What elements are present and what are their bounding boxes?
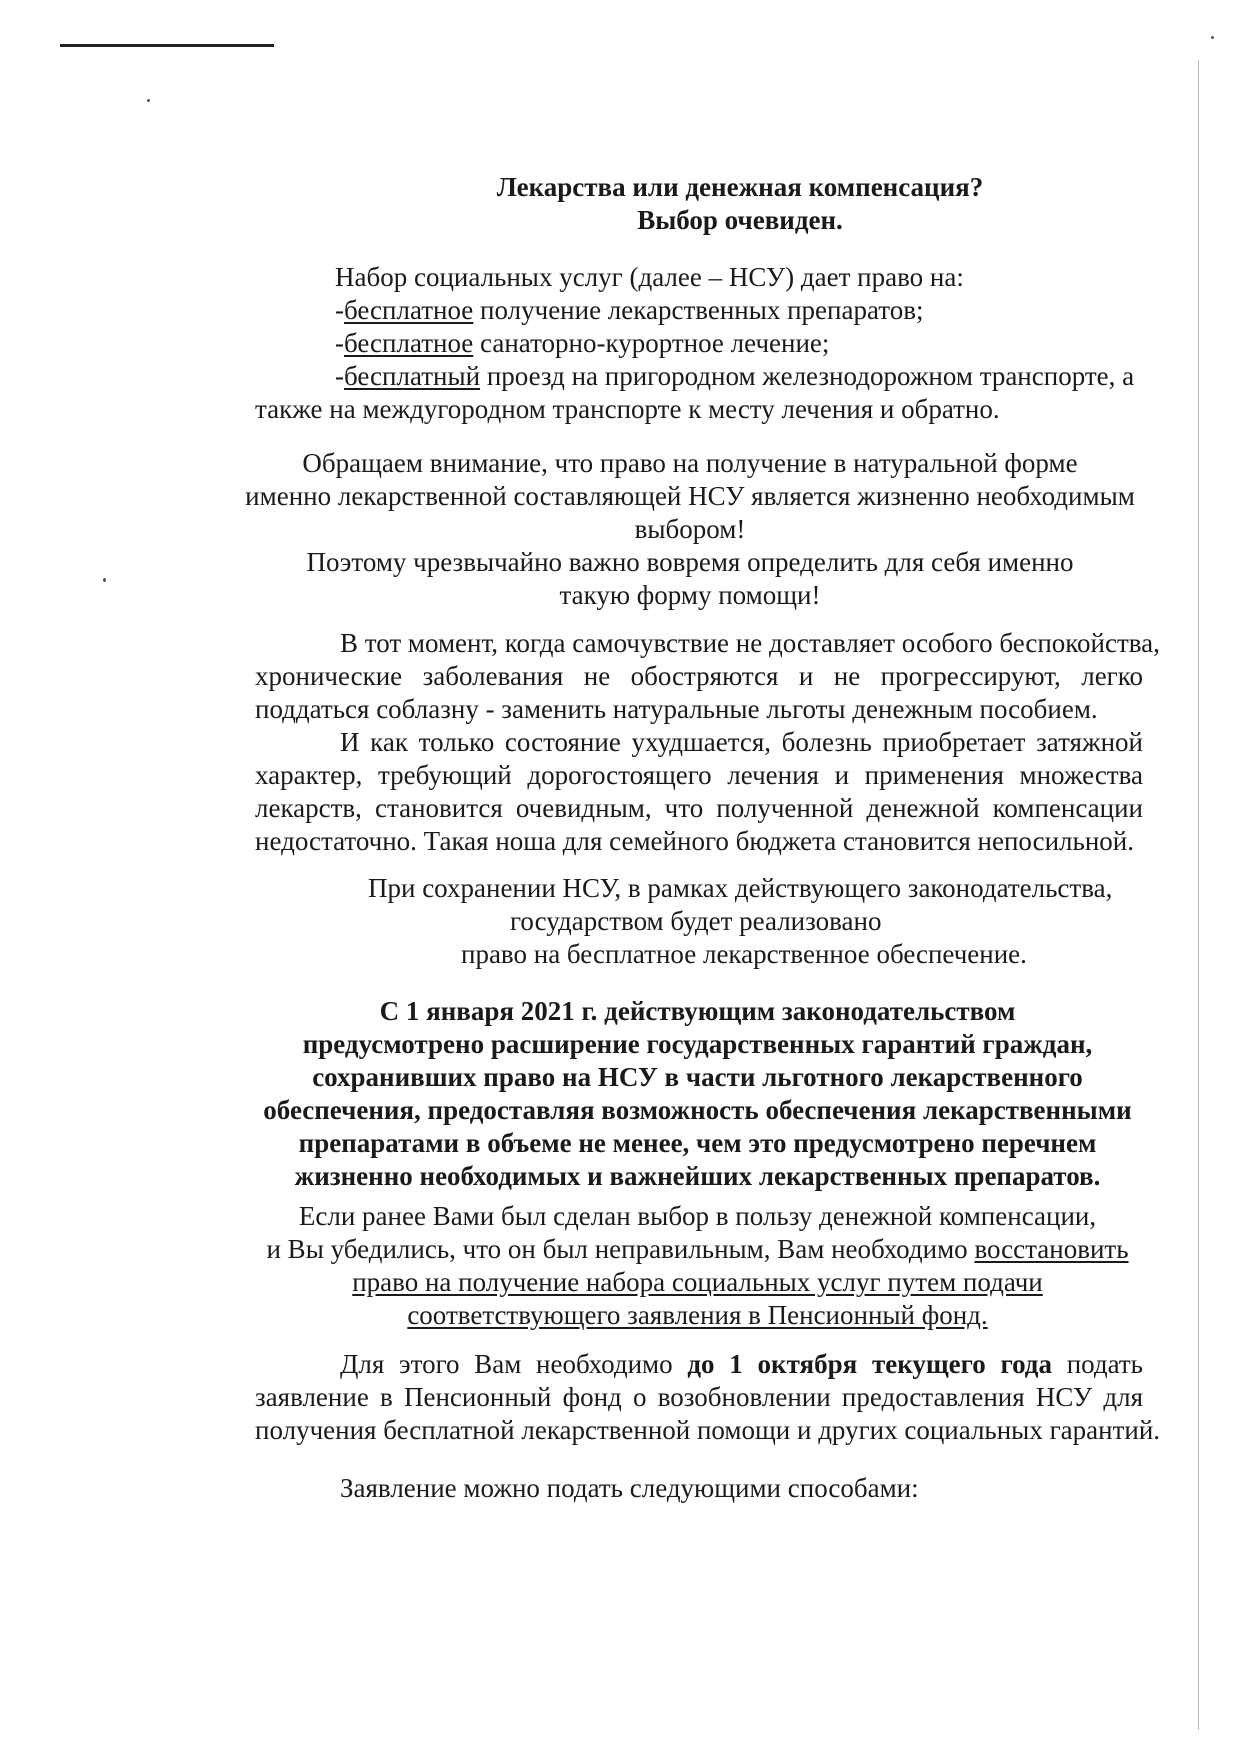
methods-line: Заявление можно подать следующими способами: — [340, 1473, 919, 1503]
restore-line — [240, 1233, 1155, 1266]
intro-list-item — [255, 360, 1155, 393]
restore-paragraph — [240, 1200, 1155, 1332]
title-line-1: Лекарства или денежная компенсация? — [496, 172, 984, 202]
item-text: получение лекарственных препаратов; — [473, 295, 924, 325]
scan-speck — [147, 99, 150, 102]
attention-line: выбором! — [634, 514, 746, 544]
deadline-line — [255, 1348, 1143, 1381]
attention-line: такую форму помощи! — [559, 580, 821, 610]
document-title — [440, 171, 1040, 237]
scan-artifact-line — [60, 44, 274, 47]
guarantees-line: предусмотрено расширение государственных гарантий граждан, — [302, 1029, 1093, 1059]
attention-line: Поэтому чрезвычайно важно вовремя определить для себя именно — [306, 547, 1074, 577]
guarantees-line: С 1 января 2021 г. действующим законодательством — [379, 996, 1016, 1026]
intro-list-item — [255, 327, 1155, 360]
moment-line: характер, требующий дорогостоящего лечения и применения множества — [255, 760, 1143, 790]
title-line-2: Выбор очевиден. — [637, 205, 843, 235]
item-prefix: - — [335, 361, 344, 391]
underlined-word: бесплатное — [344, 295, 474, 325]
underlined-word: бесплатное — [344, 328, 474, 358]
preservation-line: При сохранении НСУ, в рамках действующего законодательства, — [368, 873, 1113, 903]
restore-line: Если ранее Вами был сделан выбор в пользу денежной компенсации, — [298, 1201, 1097, 1231]
intro-list-item — [255, 294, 1155, 327]
item-text: санаторно-курортное лечение; — [473, 328, 830, 358]
attention-line: Обращаем внимание, что право на получение в натуральной форме — [302, 448, 1078, 478]
guarantees-line: обеспечения, предоставляя возможность обеспечения лекарственными — [263, 1095, 1132, 1125]
moment-line: недостаточно. Такая ноша для семейного бюджета становится непосильной. — [255, 826, 1134, 856]
guarantees-line: сохранивших право на НСУ в части льготного лекарственного — [312, 1062, 1083, 1092]
deadline-text: Для этого Вам необходимо — [340, 1349, 688, 1379]
moment-line: лекарств, становится очевидным, что полученной денежной компенсации — [255, 793, 1143, 823]
guarantees-line: препаратами в объеме не менее, чем это предусмотрено перечнем — [298, 1128, 1097, 1158]
deadline-line: заявление в Пенсионный фонд о возобновлении предоставления НСУ для — [255, 1382, 1143, 1412]
intro-lead: Набор социальных услуг (далее – НСУ) дает право на: — [335, 262, 964, 292]
scan-speck — [1211, 36, 1214, 39]
deadline-date: до 1 октября текущего года — [687, 1349, 1052, 1379]
deadline-paragraph — [255, 1348, 1161, 1447]
restore-underlined: восстановить — [974, 1234, 1129, 1264]
intro-list-continuation: также на междугородном транспорте к месту лечения и обратно. — [255, 394, 1000, 424]
attention-paragraph — [240, 447, 1140, 612]
deadline-text: подать — [1051, 1349, 1143, 1379]
attention-line: именно лекарственной составляющей НСУ является жизненно необходимым — [245, 481, 1135, 511]
scan-speck — [103, 578, 106, 582]
restore-underlined-line: право на получение набора социальных услуг путем подачи — [352, 1267, 1043, 1297]
restore-underlined-line: соответствующего заявления в Пенсионный фонд. — [407, 1300, 988, 1330]
guarantees-paragraph — [240, 995, 1155, 1193]
methods-paragraph — [255, 1472, 1155, 1505]
item-prefix: - — [335, 328, 344, 358]
underlined-word: бесплатный — [344, 361, 481, 391]
deadline-line: получения бесплатной лекарственной помощи и других социальных гарантий. — [255, 1415, 1161, 1445]
moment-line: В тот момент, когда самочувствие не доставляет особого беспокойства, — [340, 628, 1160, 658]
item-text: проезд на пригородном железнодорожном транспорте, а — [480, 361, 1135, 391]
moment-paragraph — [255, 627, 1160, 858]
item-prefix: - — [335, 295, 344, 325]
moment-line: поддаться соблазну - заменить натуральные льготы денежным пособием. — [255, 694, 1098, 724]
guarantees-line: жизненно необходимых и важнейших лекарственных препаратов. — [294, 1161, 1101, 1191]
intro-section — [255, 261, 1155, 426]
restore-text: и Вы убедились, что он был неправильным, Вам необходимо — [266, 1234, 975, 1264]
scan-edge — [1198, 60, 1199, 1730]
preservation-paragraph — [255, 872, 1155, 971]
moment-line: И как только состояние ухудшается, болезнь приобретает затяжной — [340, 727, 1143, 757]
moment-line: хронические заболевания не обостряются и не прогрессируют, легко — [255, 661, 1143, 691]
preservation-line: право на бесплатное лекарственное обеспечение. — [461, 939, 1027, 969]
preservation-line: государством будет реализовано — [510, 906, 882, 936]
